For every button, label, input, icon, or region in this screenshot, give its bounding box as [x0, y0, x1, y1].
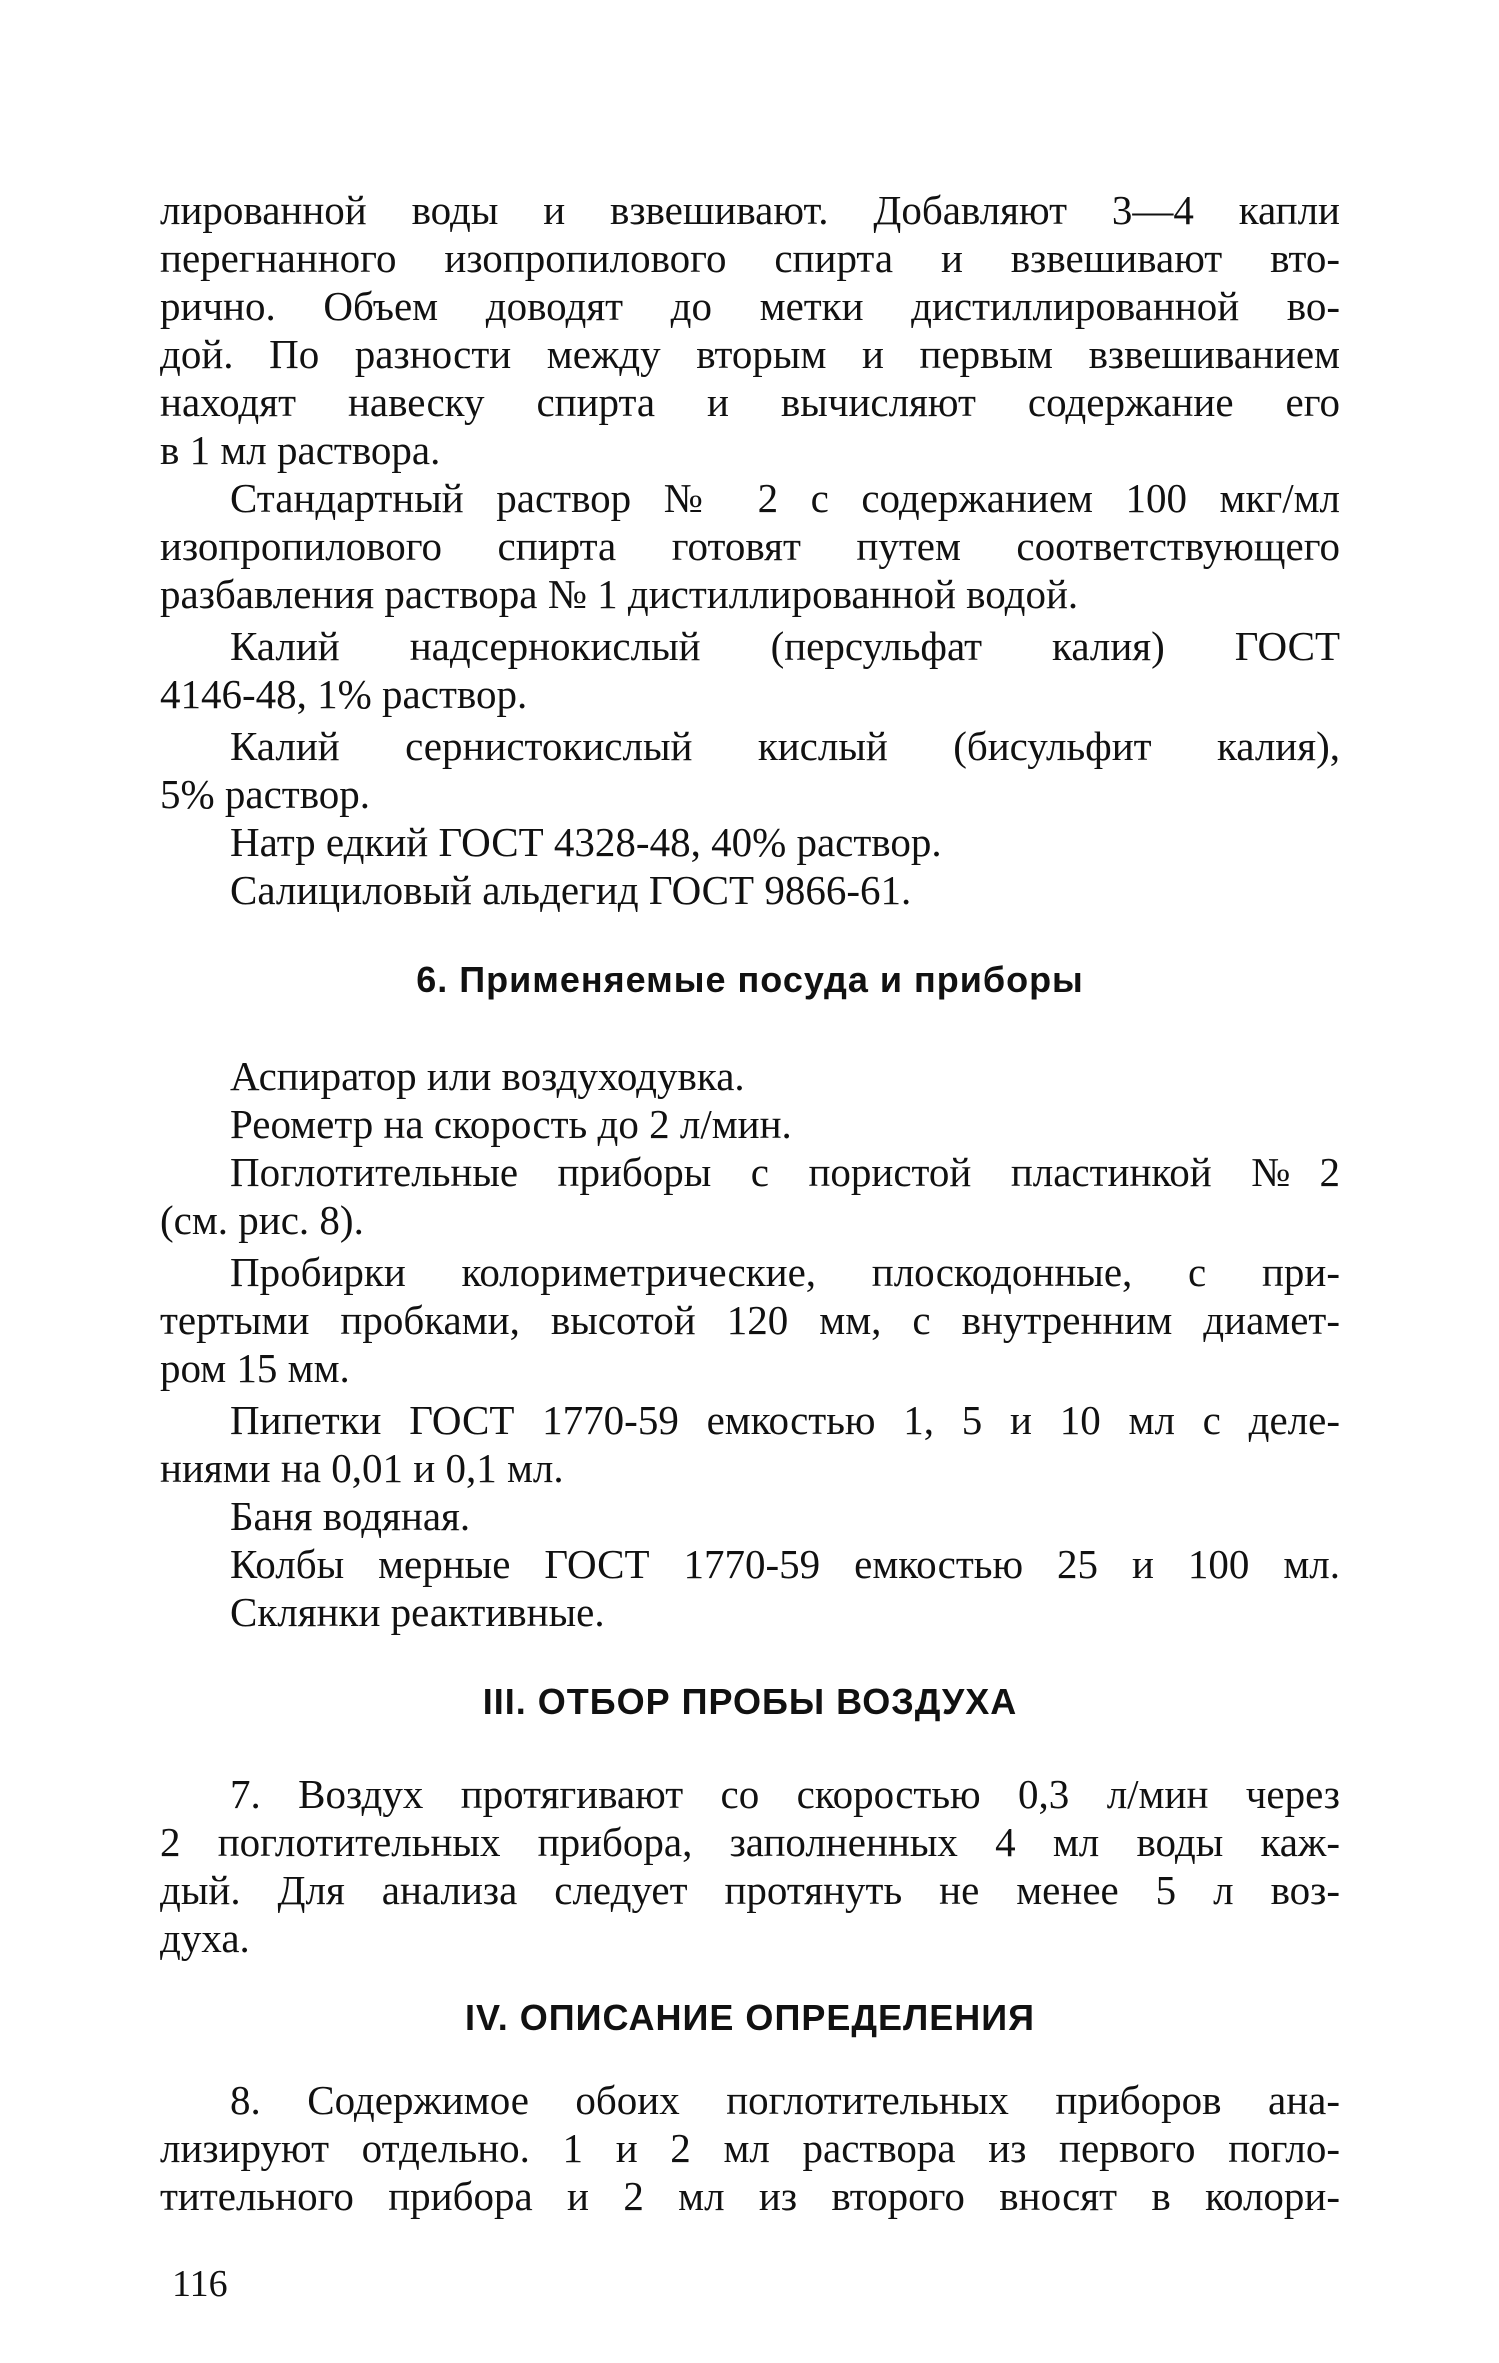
text-line: дой. По разности между вторым и первым взвешиванием — [160, 331, 1340, 377]
text-line: Пипетки ГОСТ 1770-59 емкостью 1, 5 и 10 мл с деле- — [230, 1397, 1340, 1443]
page-number: 116 — [172, 2263, 228, 2305]
text-line: 8. Содержимое обоих поглотительных приборов ана- — [230, 2077, 1340, 2123]
text-line: Калий надсернокислый (персульфат калия) ГОСТ — [230, 623, 1340, 669]
text-line: Склянки реактивные. — [230, 1589, 605, 1635]
text-line: Натр едкий ГОСТ 4328-48, 40% раствор. — [230, 819, 942, 865]
text-line: дый. Для анализа следует протянуть не менее 5 л воз- — [160, 1867, 1340, 1913]
text-line: Реометр на скорость до 2 л/мин. — [230, 1101, 792, 1147]
text-line: ниями на 0,01 и 0,1 мл. — [160, 1445, 564, 1491]
text-line: ром 15 мм. — [160, 1345, 350, 1391]
text-line: в 1 мл раствора. — [160, 427, 441, 473]
text-line: 4146-48, 1% раствор. — [160, 671, 528, 717]
text-line: Аспиратор или воздуходувка. — [230, 1053, 745, 1099]
text-line: Пробирки колориметрические, плоскодонные, с при- — [230, 1249, 1340, 1295]
text-line: 2 поглотительных прибора, заполненных 4 мл воды каж- — [160, 1819, 1340, 1865]
text-line: духа. — [160, 1915, 250, 1961]
text-line: находят навеску спирта и вычисляют содержание его — [160, 379, 1340, 425]
text-line: тительного прибора и 2 мл из второго вносят в колори- — [160, 2173, 1340, 2219]
text-line: изопропилового спирта готовят путем соответствующего — [160, 523, 1340, 569]
text-line: Салициловый альдегид ГОСТ 9866-61. — [230, 867, 912, 913]
text-line: (см. рис. 8). — [160, 1197, 364, 1243]
section-heading: III. ОТБОР ПРОБЫ ВОЗДУХА — [482, 1681, 1018, 1722]
text-line: разбавления раствора № 1 дистиллированной водой. — [160, 571, 1079, 617]
text-line: тертыми пробками, высотой 120 мм, с внутренним диамет- — [160, 1297, 1340, 1343]
text-line: Поглотительные приборы с пористой пластинкой №2 — [230, 1149, 1340, 1195]
text-line: 7. Воздух протягивают со скоростью 0,3 л/мин через — [230, 1771, 1340, 1817]
text-line: Калий сернистокислый кислый (бисульфит калия), — [230, 723, 1340, 769]
text-line: Колбы мерные ГОСТ 1770-59 емкостью 25 и 100 мл. — [230, 1541, 1340, 1587]
text-line: лированной воды и взвешивают. Добавляют 3—4 капли — [160, 187, 1340, 233]
text-line: рично. Объем доводят до метки дистиллированной во- — [160, 283, 1340, 329]
text-line: Стандартный раствор № 2 с содержанием 100 мкг/мл — [230, 475, 1340, 521]
text-line: лизируют отдельно. 1 и 2 мл раствора из первого погло- — [160, 2125, 1340, 2171]
text-line: перегнанного изопропилового спирта и взвешивают вто- — [160, 235, 1340, 281]
text-line: 5% раствор. — [160, 771, 371, 817]
section-heading: 6. Применяемые посуда и приборы — [416, 959, 1084, 1000]
section-heading: IV. ОПИСАНИЕ ОПРЕДЕЛЕНИЯ — [464, 1997, 1036, 2038]
text-line: Баня водяная. — [230, 1493, 471, 1539]
